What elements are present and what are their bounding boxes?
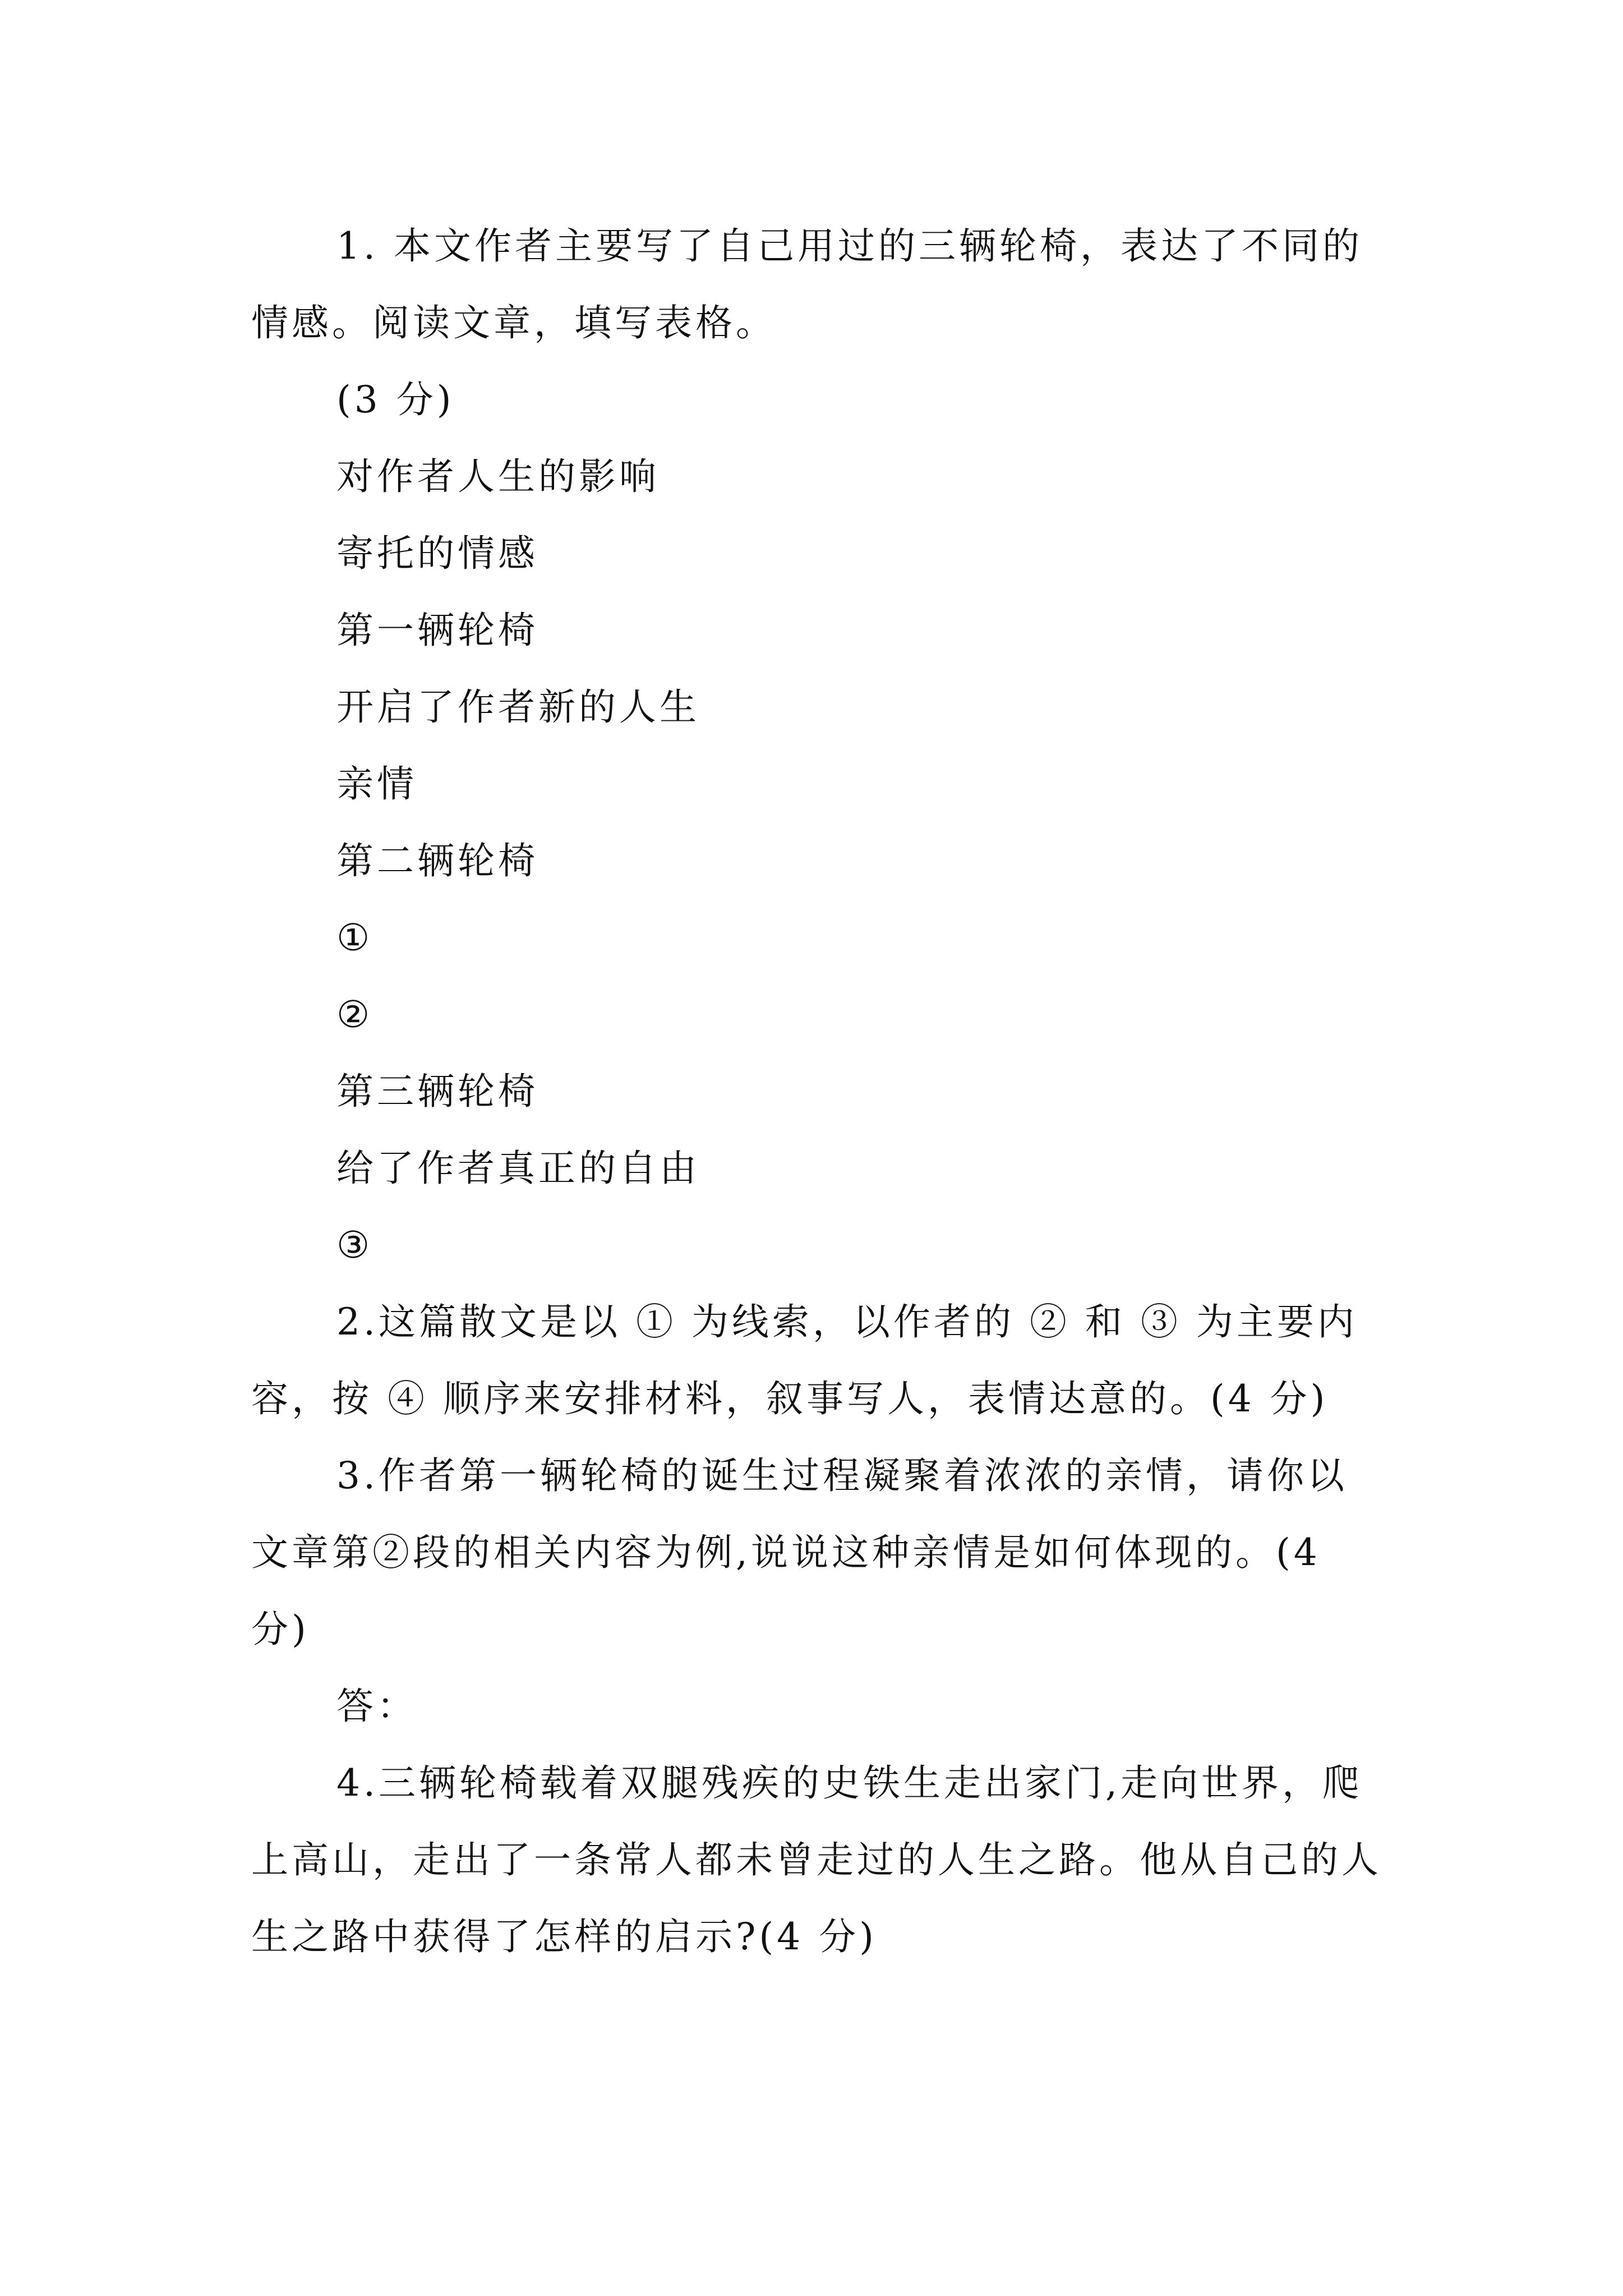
document-body: [251, 208, 1384, 1975]
table-cell-blank-2: ②: [336, 993, 374, 1036]
table-cell-blank-1: ①: [336, 916, 374, 959]
question-2-text: 2.这篇散文是以 ① 为线索，以作者的 ② 和 ③ 为主要内容，按 ④ 顺序来安排材料，叙事写人，表情达意的。(4 分): [251, 1300, 1358, 1420]
question-3-answer-label: 答：: [336, 1685, 417, 1728]
table-cell-wheelchair-1-impact: 开启了作者新的人生: [336, 685, 700, 729]
question-4-text: 4.三辆轮椅载着双腿残疾的史铁生走出家门,走向世界，爬上高山，走出了一条常人都未曾走过的人生之路。他从自己的人生之路中获得了怎样的启示?(4 分): [251, 1761, 1382, 1958]
table-cell-header-impact: 对作者人生的影响: [336, 455, 660, 498]
question-1-text: 1. 本文作者主要写了自己用过的三辆轮椅，表达了不同的情感。阅读文章，填写表格。: [251, 224, 1363, 344]
question-1-score: (3 分): [336, 378, 455, 421]
table-cell-header-emotion: 寄托的情感: [336, 532, 538, 575]
table-cell-wheelchair-1: 第一辆轮椅: [336, 609, 538, 652]
table-cell-blank-3: ③: [336, 1223, 374, 1267]
table-cell-wheelchair-2: 第二辆轮椅: [336, 839, 538, 882]
table-cell-wheelchair-3: 第三辆轮椅: [336, 1070, 538, 1113]
table-cell-wheelchair-3-impact: 给了作者真正的自由: [336, 1147, 700, 1190]
table-cell-wheelchair-1-emotion: 亲情: [336, 762, 417, 806]
question-3-text: 3.作者第一辆轮椅的诞生过程凝聚着浓浓的亲情，请你以文章第②段的相关内容为例,说说这种亲情是如何体现的。(4 分): [251, 1454, 1348, 1651]
